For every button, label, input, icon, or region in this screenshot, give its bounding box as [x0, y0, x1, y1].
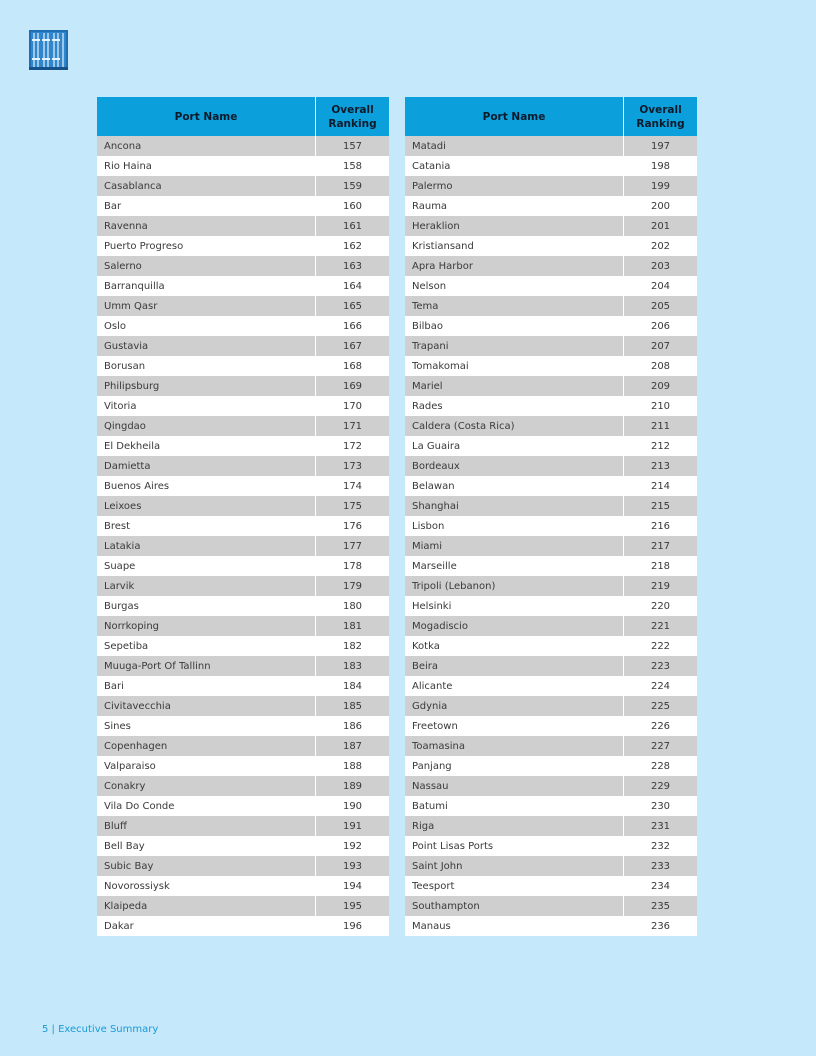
shipping-container-icon	[29, 30, 68, 70]
port-name-cell: Riga	[405, 816, 624, 836]
table-row	[405, 196, 697, 216]
port-name-cell: Tripoli (Lebanon)	[405, 576, 624, 596]
ranking-cell: 218	[624, 556, 698, 576]
port-name-cell: Catania	[405, 156, 624, 176]
ranking-cell: 158	[316, 156, 390, 176]
table-row	[405, 616, 697, 636]
table-row	[97, 896, 389, 916]
table-header-row	[405, 97, 697, 136]
ranking-cell: 195	[316, 896, 390, 916]
port-name-cell: Bordeaux	[405, 456, 624, 476]
ranking-cell: 217	[624, 536, 698, 556]
port-name-cell: Alicante	[405, 676, 624, 696]
ranking-cell: 163	[316, 256, 390, 276]
ranking-cell: 216	[624, 516, 698, 536]
table-row	[97, 736, 389, 756]
table-row	[405, 476, 697, 496]
table-row	[405, 596, 697, 616]
ranking-cell: 198	[624, 156, 698, 176]
table-header-row	[97, 97, 389, 136]
table-row	[97, 616, 389, 636]
port-ranking-table-right	[405, 97, 697, 936]
port-name-cell: La Guaira	[405, 436, 624, 456]
port-name-cell: Teesport	[405, 876, 624, 896]
table-row	[97, 556, 389, 576]
port-name-cell: Rauma	[405, 196, 624, 216]
table-row	[405, 636, 697, 656]
port-name-header: Port Name	[97, 97, 316, 136]
table-row	[405, 276, 697, 296]
ranking-cell: 191	[316, 816, 390, 836]
port-name-cell: Bar	[97, 196, 316, 216]
ranking-cell: 213	[624, 456, 698, 476]
overall-ranking-header-line2: Ranking	[328, 117, 377, 130]
port-name-cell: Larvik	[97, 576, 316, 596]
table-row	[405, 796, 697, 816]
port-name-cell: Palermo	[405, 176, 624, 196]
ranking-cell: 228	[624, 756, 698, 776]
ranking-cell: 235	[624, 896, 698, 916]
table-row	[405, 696, 697, 716]
page-footer: 5 | Executive Summary	[42, 1024, 159, 1035]
port-name-cell: Tomakomai	[405, 356, 624, 376]
table-row	[405, 536, 697, 556]
ranking-cell: 196	[316, 916, 390, 936]
table-row	[405, 396, 697, 416]
table-row	[405, 436, 697, 456]
ranking-cell: 159	[316, 176, 390, 196]
port-name-cell: Nassau	[405, 776, 624, 796]
port-name-cell: Burgas	[97, 596, 316, 616]
port-ranking-table-left	[97, 97, 389, 936]
table-row	[405, 356, 697, 376]
table-row	[405, 136, 697, 156]
ranking-cell: 232	[624, 836, 698, 856]
ranking-cell: 187	[316, 736, 390, 756]
table-row	[405, 336, 697, 356]
port-name-cell: Casablanca	[97, 176, 316, 196]
ranking-cell: 188	[316, 756, 390, 776]
port-name-cell: Vitoria	[97, 396, 316, 416]
ranking-cell: 205	[624, 296, 698, 316]
ranking-cell: 171	[316, 416, 390, 436]
table-row	[97, 236, 389, 256]
ranking-cell: 181	[316, 616, 390, 636]
port-name-cell: Barranquilla	[97, 276, 316, 296]
port-name-cell: Helsinki	[405, 596, 624, 616]
table-row	[97, 596, 389, 616]
table-row	[405, 836, 697, 856]
port-name-cell: Trapani	[405, 336, 624, 356]
ranking-cell: 231	[624, 816, 698, 836]
port-name-cell: Bilbao	[405, 316, 624, 336]
table-row	[405, 236, 697, 256]
table-row	[97, 636, 389, 656]
ranking-cell: 209	[624, 376, 698, 396]
ranking-cell: 172	[316, 436, 390, 456]
table-row	[97, 136, 389, 156]
ranking-cell: 179	[316, 576, 390, 596]
port-name-cell: Salerno	[97, 256, 316, 276]
ranking-cell: 230	[624, 796, 698, 816]
overall-ranking-header-line1: Overall	[331, 103, 374, 116]
ranking-cell: 226	[624, 716, 698, 736]
table-row	[405, 816, 697, 836]
table-row	[405, 516, 697, 536]
ranking-cell: 201	[624, 216, 698, 236]
ranking-cell: 173	[316, 456, 390, 476]
ranking-cell: 175	[316, 496, 390, 516]
ranking-cell: 229	[624, 776, 698, 796]
ranking-cell: 176	[316, 516, 390, 536]
table-row	[97, 716, 389, 736]
port-name-cell: Miami	[405, 536, 624, 556]
table-row	[97, 316, 389, 336]
overall-ranking-header	[316, 97, 390, 136]
port-name-header: Port Name	[405, 97, 624, 136]
ranking-cell: 180	[316, 596, 390, 616]
port-name-cell: Bluff	[97, 816, 316, 836]
table-row	[97, 576, 389, 596]
ranking-cell: 197	[624, 136, 698, 156]
port-name-cell: Shanghai	[405, 496, 624, 516]
port-name-cell: Gdynia	[405, 696, 624, 716]
ranking-cell: 161	[316, 216, 390, 236]
port-name-cell: Leixoes	[97, 496, 316, 516]
table-row	[97, 196, 389, 216]
table-row	[405, 576, 697, 596]
table-row	[97, 516, 389, 536]
ranking-cell: 227	[624, 736, 698, 756]
ranking-cell: 168	[316, 356, 390, 376]
table-row	[97, 776, 389, 796]
port-name-cell: Borusan	[97, 356, 316, 376]
ranking-cell: 208	[624, 356, 698, 376]
ranking-cell: 190	[316, 796, 390, 816]
table-row	[405, 776, 697, 796]
port-name-cell: Caldera (Costa Rica)	[405, 416, 624, 436]
ranking-cell: 203	[624, 256, 698, 276]
table-row	[97, 656, 389, 676]
port-name-cell: Beira	[405, 656, 624, 676]
table-body-right	[405, 136, 697, 936]
ranking-cell: 194	[316, 876, 390, 896]
ranking-cell: 207	[624, 336, 698, 356]
table-row	[405, 736, 697, 756]
port-name-cell: Belawan	[405, 476, 624, 496]
ranking-cell: 219	[624, 576, 698, 596]
table-row	[405, 216, 697, 236]
table-row	[405, 856, 697, 876]
port-name-cell: Puerto Progreso	[97, 236, 316, 256]
port-name-cell: Tema	[405, 296, 624, 316]
ranking-cell: 185	[316, 696, 390, 716]
port-name-cell: Sines	[97, 716, 316, 736]
port-name-cell: Ravenna	[97, 216, 316, 236]
table-row	[405, 556, 697, 576]
port-name-cell: Subic Bay	[97, 856, 316, 876]
ranking-cell: 184	[316, 676, 390, 696]
ranking-cell: 160	[316, 196, 390, 216]
overall-ranking-header-line1: Overall	[639, 103, 682, 116]
ranking-cell: 225	[624, 696, 698, 716]
port-name-cell: Mariel	[405, 376, 624, 396]
port-name-cell: Point Lisas Ports	[405, 836, 624, 856]
table-row	[97, 476, 389, 496]
port-name-cell: Mogadiscio	[405, 616, 624, 636]
port-name-cell: Nelson	[405, 276, 624, 296]
table-row	[405, 756, 697, 776]
ranking-cell: 178	[316, 556, 390, 576]
table-row	[97, 456, 389, 476]
port-name-cell: Kotka	[405, 636, 624, 656]
ranking-cell: 210	[624, 396, 698, 416]
table-row	[97, 816, 389, 836]
port-name-cell: Brest	[97, 516, 316, 536]
ranking-cell: 167	[316, 336, 390, 356]
ranking-cell: 177	[316, 536, 390, 556]
port-name-cell: Panjang	[405, 756, 624, 776]
ranking-cell: 214	[624, 476, 698, 496]
port-name-cell: Apra Harbor	[405, 256, 624, 276]
port-name-cell: Southampton	[405, 896, 624, 916]
table-row	[97, 396, 389, 416]
table-row	[405, 156, 697, 176]
table-row	[405, 296, 697, 316]
port-name-cell: Vila Do Conde	[97, 796, 316, 816]
ranking-cell: 202	[624, 236, 698, 256]
table-row	[97, 436, 389, 456]
table-row	[97, 676, 389, 696]
ranking-cell: 212	[624, 436, 698, 456]
table-row	[405, 376, 697, 396]
table-row	[405, 176, 697, 196]
table-row	[97, 296, 389, 316]
table-row	[97, 796, 389, 816]
port-name-cell: Bell Bay	[97, 836, 316, 856]
ranking-cell: 224	[624, 676, 698, 696]
port-name-cell: Marseille	[405, 556, 624, 576]
table-row	[97, 276, 389, 296]
port-name-cell: Buenos Aires	[97, 476, 316, 496]
port-name-cell: Klaipeda	[97, 896, 316, 916]
port-name-cell: Bari	[97, 676, 316, 696]
ranking-cell: 166	[316, 316, 390, 336]
port-name-cell: Suape	[97, 556, 316, 576]
table-row	[97, 496, 389, 516]
port-name-cell: Toamasina	[405, 736, 624, 756]
table-row	[405, 416, 697, 436]
table-row	[97, 156, 389, 176]
ranking-cell: 221	[624, 616, 698, 636]
table-row	[97, 696, 389, 716]
port-name-cell: Rades	[405, 396, 624, 416]
table-row	[405, 456, 697, 476]
ranking-cell: 204	[624, 276, 698, 296]
port-name-cell: Conakry	[97, 776, 316, 796]
port-name-cell: Gustavia	[97, 336, 316, 356]
ranking-cell: 186	[316, 716, 390, 736]
table-row	[405, 896, 697, 916]
ranking-cell: 236	[624, 916, 698, 936]
port-name-cell: Philipsburg	[97, 376, 316, 396]
table-row	[97, 356, 389, 376]
table-row	[97, 256, 389, 276]
port-name-cell: Manaus	[405, 916, 624, 936]
ranking-cell: 189	[316, 776, 390, 796]
ranking-cell: 223	[624, 656, 698, 676]
table-row	[97, 376, 389, 396]
port-name-cell: Novorossiysk	[97, 876, 316, 896]
table-row	[97, 756, 389, 776]
ranking-cell: 183	[316, 656, 390, 676]
table-row	[405, 876, 697, 896]
ranking-cell: 215	[624, 496, 698, 516]
table-row	[97, 916, 389, 936]
ranking-cell: 165	[316, 296, 390, 316]
table-row	[97, 176, 389, 196]
port-name-cell: Norrkoping	[97, 616, 316, 636]
ranking-cell: 169	[316, 376, 390, 396]
port-name-cell: Heraklion	[405, 216, 624, 236]
ranking-cell: 170	[316, 396, 390, 416]
port-name-cell: Umm Qasr	[97, 296, 316, 316]
table-body-left	[97, 136, 389, 936]
table-row	[97, 876, 389, 896]
port-name-cell: Damietta	[97, 456, 316, 476]
table-row	[405, 916, 697, 936]
ranking-cell: 193	[316, 856, 390, 876]
port-name-cell: Copenhagen	[97, 736, 316, 756]
table-row	[405, 656, 697, 676]
ranking-cell: 233	[624, 856, 698, 876]
ranking-cell: 162	[316, 236, 390, 256]
port-name-cell: Rio Haina	[97, 156, 316, 176]
port-name-cell: El Dekheila	[97, 436, 316, 456]
table-row	[97, 216, 389, 236]
ranking-cell: 182	[316, 636, 390, 656]
ranking-cell: 174	[316, 476, 390, 496]
overall-ranking-header	[624, 97, 698, 136]
table-row	[405, 256, 697, 276]
port-name-cell: Kristiansand	[405, 236, 624, 256]
table-row	[405, 316, 697, 336]
table-row	[97, 856, 389, 876]
port-name-cell: Batumi	[405, 796, 624, 816]
ranking-cell: 211	[624, 416, 698, 436]
ranking-cell: 192	[316, 836, 390, 856]
table-row	[405, 496, 697, 516]
port-name-cell: Civitavecchia	[97, 696, 316, 716]
port-name-cell: Sepetiba	[97, 636, 316, 656]
overall-ranking-header-line2: Ranking	[636, 117, 685, 130]
table-row	[405, 716, 697, 736]
ranking-cell: 206	[624, 316, 698, 336]
ranking-cell: 164	[316, 276, 390, 296]
ranking-cell: 199	[624, 176, 698, 196]
table-row	[97, 836, 389, 856]
ranking-cell: 220	[624, 596, 698, 616]
port-name-cell: Freetown	[405, 716, 624, 736]
port-name-cell: Muuga-Port Of Tallinn	[97, 656, 316, 676]
port-name-cell: Dakar	[97, 916, 316, 936]
ranking-cell: 200	[624, 196, 698, 216]
port-name-cell: Valparaiso	[97, 756, 316, 776]
table-row	[97, 536, 389, 556]
table-row	[97, 416, 389, 436]
table-row	[405, 676, 697, 696]
port-name-cell: Ancona	[97, 136, 316, 156]
port-name-cell: Qingdao	[97, 416, 316, 436]
table-row	[97, 336, 389, 356]
port-name-cell: Oslo	[97, 316, 316, 336]
ranking-cell: 234	[624, 876, 698, 896]
port-name-cell: Matadi	[405, 136, 624, 156]
port-name-cell: Latakia	[97, 536, 316, 556]
port-name-cell: Lisbon	[405, 516, 624, 536]
port-name-cell: Saint John	[405, 856, 624, 876]
ranking-cell: 222	[624, 636, 698, 656]
ranking-cell: 157	[316, 136, 390, 156]
